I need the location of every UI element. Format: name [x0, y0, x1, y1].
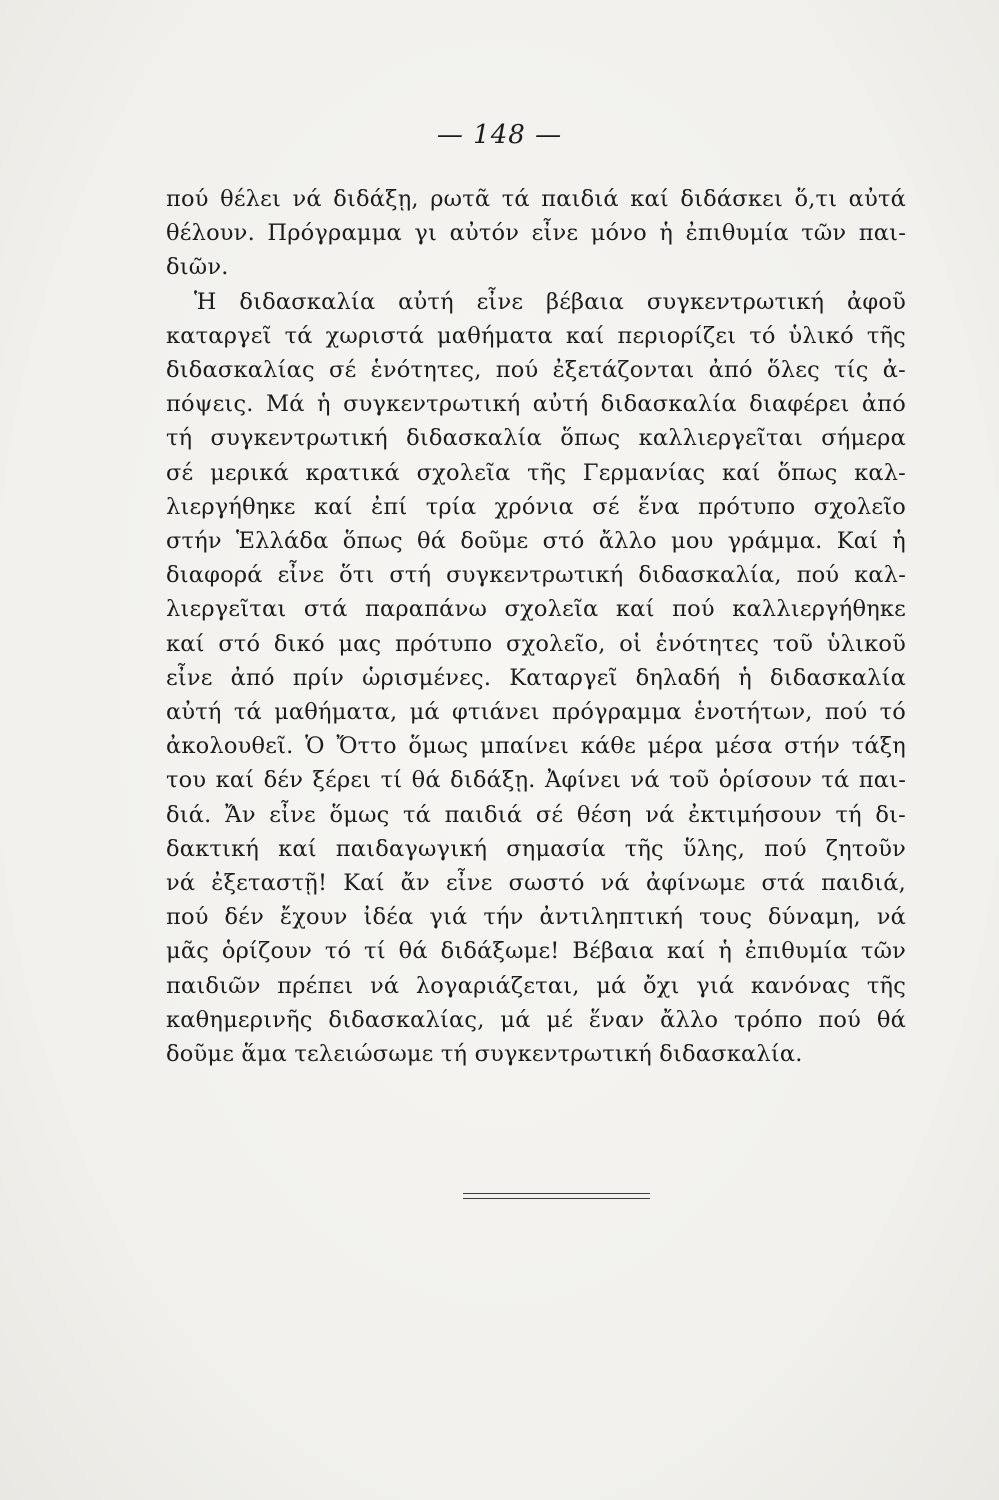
section-divider [463, 1193, 650, 1194]
text-line: παιδιῶν πρέπει νά λογαριάζεται, μά ὄχι γιά κανόνας τῆς [166, 972, 906, 999]
text-line: πού θέλει νά διδάξῃ, ρωτᾶ τά παιδιά καί διδάσκει ὅ,τι αὐτά [166, 186, 906, 212]
text-line: νά ἐξεταστῇ! Καί ἄν εἶνε σωστό νά ἀφίνωμε στά παιδιά, [166, 870, 906, 897]
text-line: καταργεῖ τά χωριστά μαθήματα καί περιορίζει τό ὑλικό τῆς [166, 322, 906, 349]
text-line: πόψεις. Μά ἡ συγκεντρωτική αὐτή διδασκαλία διαφέρει ἀπό [166, 391, 906, 418]
text-line: τή συγκεντρωτική διδασκαλία ὅπως καλλιεργεῖται σήμερα [166, 425, 906, 452]
section-divider [463, 1198, 650, 1199]
text-line: λιεργήθηκε καί ἐπί τρία χρόνια σέ ἕνα πρότυπο σχολεῖο [166, 493, 906, 520]
text-line: εἶνε ἀπό πρίν ὡρισμένες. Καταργεῖ δηλαδή ἡ διδασκαλία [166, 664, 906, 691]
text-line: δοῦμε ἅμα τελειώσωμε τή συγκεντρωτική διδασκαλία. [166, 1041, 803, 1068]
text-line: διαφορά εἶνε ὅτι στή συγκεντρωτική διδασκαλία, πού καλ- [166, 562, 906, 589]
text-line: καί στό δικό μας πρότυπο σχολεῖο, οἱ ἑνότητες τοῦ ὑλικοῦ [166, 630, 906, 657]
text-line: σέ μερικά κρατικά σχολεῖα τῆς Γερμανίας καί ὅπως καλ- [166, 459, 906, 486]
text-line: δακτική καί παιδαγωγική σημασία τῆς ὕλης, πού ζητοῦν [166, 835, 906, 862]
text-line: λιεργεῖται στά παραπάνω σχολεῖα καί πού καλλιεργήθηκε [166, 596, 906, 623]
page-number: — 148 — [436, 120, 563, 150]
text-line: του καί δέν ξέρει τί θά διδάξῃ. Ἀφίνει νά τοῦ ὁρίσουν τά παι- [166, 767, 906, 794]
text-line: διά. Ἄν εἶνε ὅμως τά παιδιά σέ θέση νά ἐκτιμήσουν τή δι- [166, 801, 906, 828]
text-line: διῶν. [166, 254, 229, 281]
text-line: διδασκαλίας σέ ἑνότητες, πού ἐξετάζονται ἀπό ὅλες τίς ἀ- [166, 357, 906, 384]
text-line: ἀκολουθεῖ. Ὁ Ὄττο ὅμως μπαίνει κάθε μέρα μέσα στήν τάξη [166, 733, 906, 760]
text-line: θέλουν. Πρόγραμμα γι αὐτόν εἶνε μόνο ἡ ἐπιθυμία τῶν παι- [166, 220, 906, 247]
text-line: μᾶς ὁρίζουν τό τί θά διδάξωμε! Βέβαια καί ἡ ἐπιθυμία τῶν [166, 938, 906, 965]
text-line: πού δέν ἔχουν ἰδέα γιά τήν ἀντιληπτική τους δύναμη, νά [166, 904, 906, 931]
text-line: αὐτή τά μαθήματα, μά φτιάνει πρόγραμμα ἑνοτήτων, πού τό [166, 699, 906, 726]
text-line: στήν Ἑλλάδα ὅπως θά δοῦμε στό ἄλλο μου γράμμα. Καί ἡ [166, 528, 906, 555]
body-text [166, 182, 906, 1071]
paragraph-first-line: Ἡ διδασκαλία αὐτή εἶνε βέβαια συγκεντρωτική ἀφοῦ [194, 288, 906, 315]
text-line: καθημερινῆς διδασκαλίας, μά μέ ἕναν ἄλλο τρόπο πού θά [166, 1006, 906, 1033]
